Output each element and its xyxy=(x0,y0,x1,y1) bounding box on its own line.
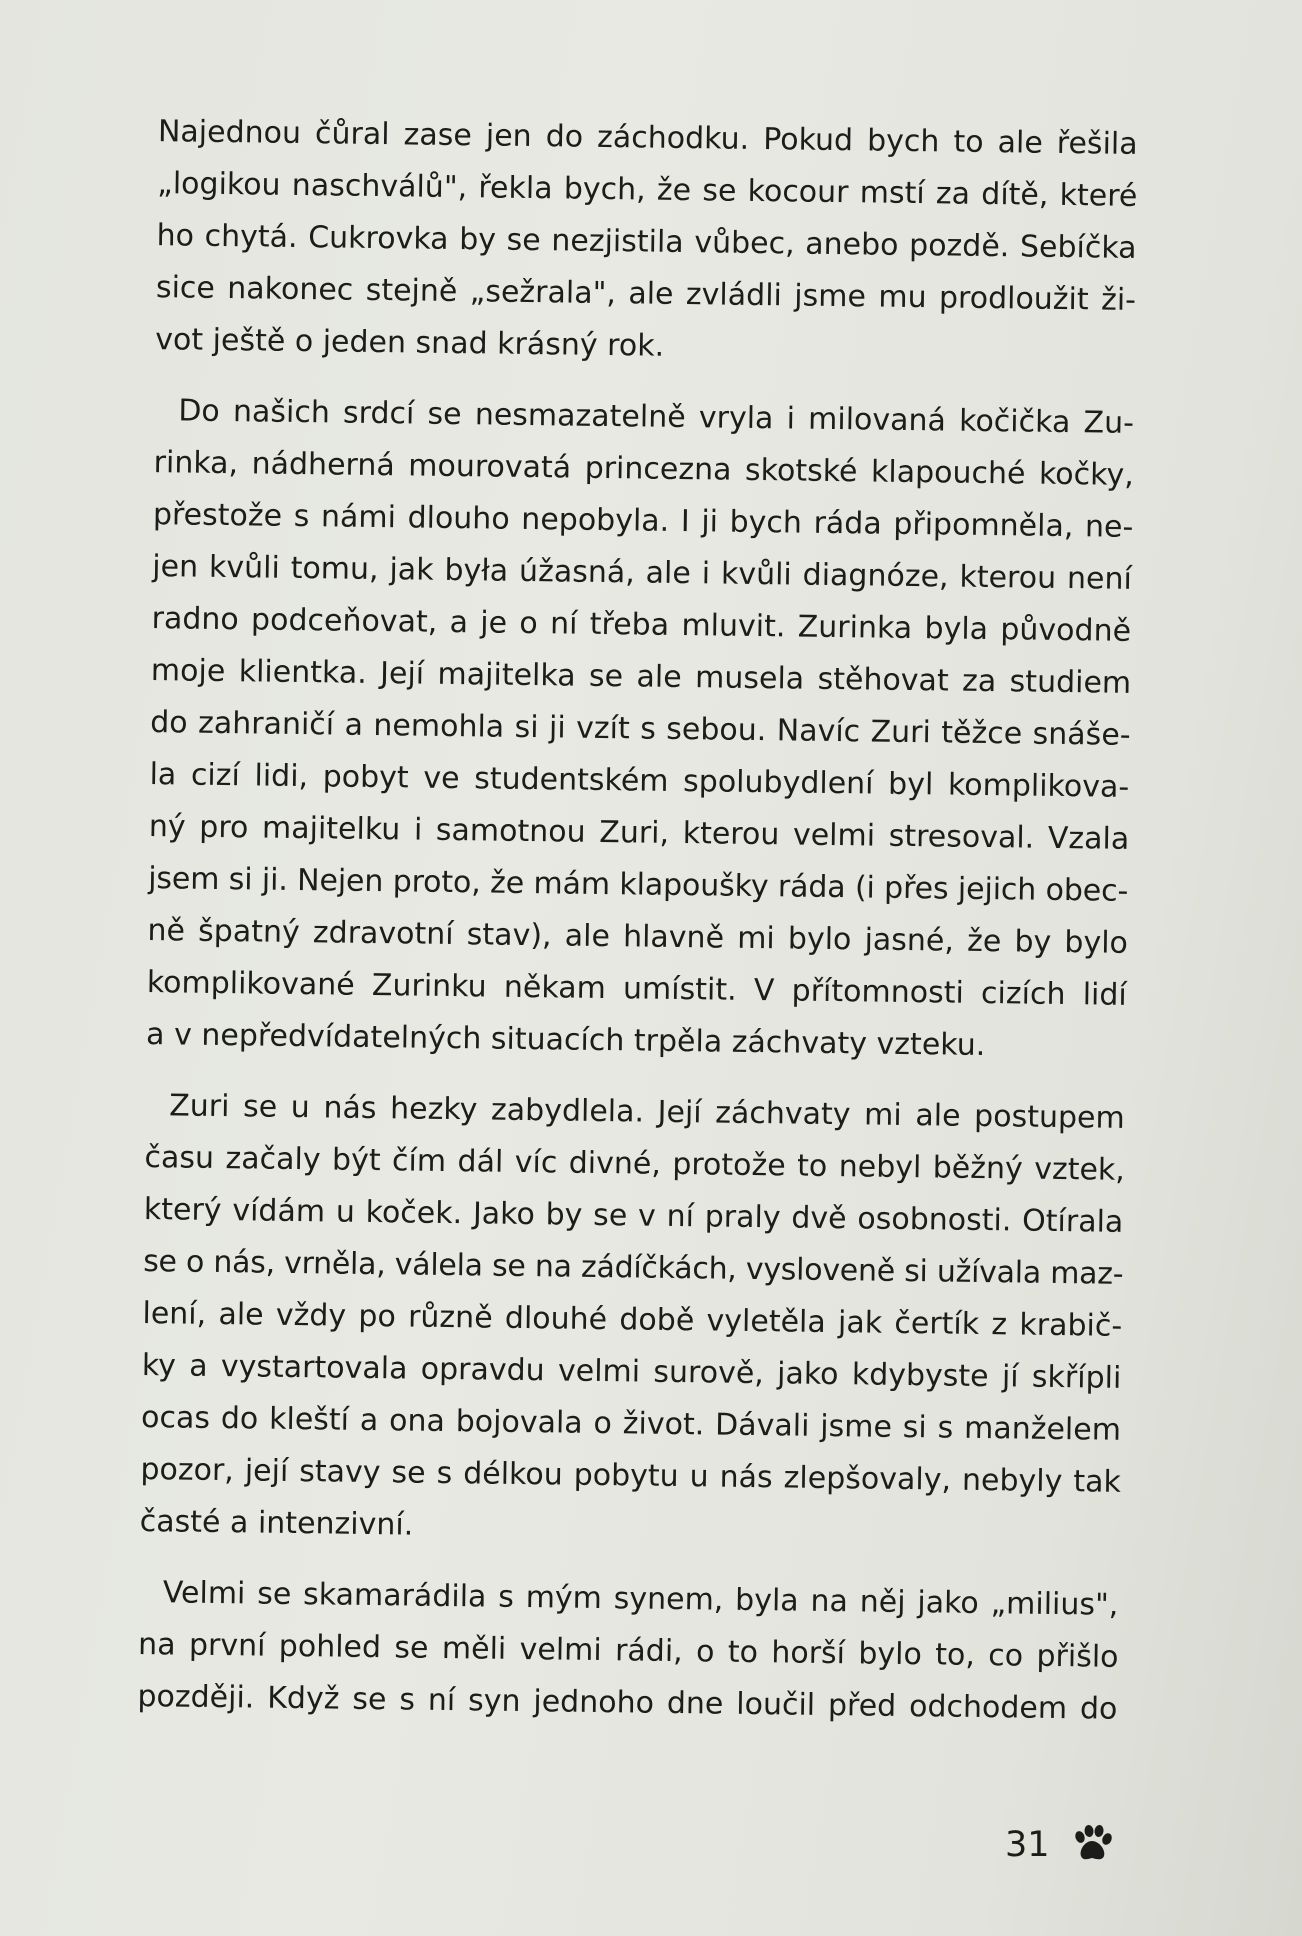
text-line: jsem si ji. Nejen proto, že mám klapoušky ráda (i přes jejich obec- xyxy=(147,861,1129,909)
text-line: ný pro majitelku i samotnou Zuri, kterou velmi stresoval. Vzala xyxy=(148,809,1130,857)
text-line: se o nás, vrněla, válela se na zádíčkách, vysloveně si užívala maz- xyxy=(142,1244,1124,1292)
text-line: Najednou čůral zase jen do záchodku. Pokud bych to ale řešila xyxy=(157,114,1138,162)
text-line: Do našich srdcí se nesmazatelně vryla i milovaná kočička Zu- xyxy=(178,393,1135,441)
text-line: rinka, nádherná mourovatá princezna skotské klapouché kočky, xyxy=(153,445,1134,493)
text-line: časté a intenzivní. xyxy=(139,1503,414,1543)
text-line: Zuri se u nás hezky zabydlela. Její záchvaty mi ale postupem xyxy=(168,1088,1125,1136)
text-line: ně špatný zdravotní stav), ale hlavně mi bylo jasné, že by bylo xyxy=(147,913,1129,961)
text-line: moje klientka. Její majitelka se ale musela stěhovat za studiem xyxy=(150,653,1132,701)
text-line: později. Když se s ní syn jednoho dne loučil před odchodem do xyxy=(137,1678,1118,1727)
text-line: ho chytá. Cukrovka by se nezjistila vůbec, anebo pozdě. Sebíčka xyxy=(156,218,1137,266)
text-line: komplikované Zurinku někam umístit. V přítomnosti cizích lidí xyxy=(146,965,1127,1013)
text-line: Velmi se skamarádila s mým synem, byla na něj jako „milius", xyxy=(162,1575,1119,1623)
page-number: 31 xyxy=(1005,1825,1050,1865)
paw-icon xyxy=(1072,1824,1114,1864)
text-line: do zahraničí a nemohla si ji vzít s sebou. Navíc Zuri těžce snáše- xyxy=(150,705,1131,753)
text-line: radno podceňovat, a je o ní třeba mluvit. Zurinka byla původně xyxy=(151,601,1132,649)
text-line: lení, ale vždy po různě dlouhé době vyletěla jak čertík z krabič- xyxy=(142,1296,1123,1344)
text-line: jen kvůli tomu, jak była úžasná, ale i kvůli diagnóze, kterou není xyxy=(152,549,1133,597)
text-line: času začaly být čím dál víc divné, protože to nebyl běžný vztek, xyxy=(144,1140,1126,1188)
text-line: „logikou naschválů", řekla bych, že se kocour mstí za dítě, které xyxy=(157,166,1138,214)
text-line: a v nepředvídatelných situacích trpěla záchvaty vzteku. xyxy=(145,1017,986,1064)
text-line: ky a vystartovala opravdu velmi surově, jako kdybyste jí skřípli xyxy=(141,1348,1122,1396)
text-line: přestože s námi dlouho nepobyla. I ji bych ráda připomněla, ne- xyxy=(152,497,1134,545)
text-line: ocas do kleští a ona bojovala o život. Dávali jsme si s manželem xyxy=(140,1399,1122,1448)
text-line: la cizí lidi, pobyt ve studentském spolubydlení byl komplikova- xyxy=(149,757,1130,805)
text-line: který vídám u koček. Jako by se v ní praly dvě osobnosti. Otírala xyxy=(143,1192,1124,1240)
page-footer xyxy=(1005,1818,1135,1872)
text-line: na první pohled se měli velmi rádi, o to horší bylo to, co přišlo xyxy=(137,1626,1119,1675)
text-line: sice nakonec stejně „sežrala", ale zvládli jsme mu prodloužit ži- xyxy=(155,270,1137,318)
text-line: vot ještě o jeden snad krásný rok. xyxy=(155,322,665,364)
text-line: pozor, její stavy se s délkou pobytu u nás zlepšovaly, nebyly tak xyxy=(140,1451,1122,1500)
